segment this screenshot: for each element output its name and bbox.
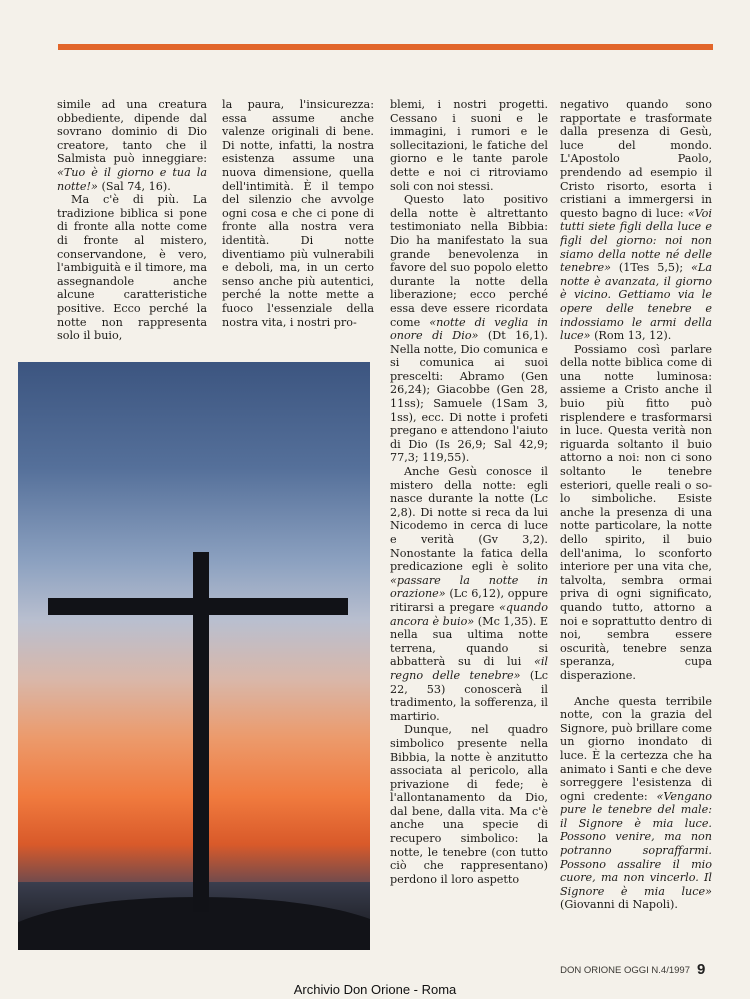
paragraph: la paura, l'insicurezza: essa assume anche valenze originali di bene. Di notte, infatti, la nostra esistenza assume una nuova dimensione, quella dell'intimità. È il tempo del silenzio che avvolge ogni cosa e che ci pone di fronte alla nostra vera identità. Di notte diventiamo più vulnerabili e deboli, ma, in un certo senso anche più autentici, perché la notte mette a fuoco l'essenziale della nostra vita, i nostri pro- <box>222 98 374 329</box>
quotation: «il regno delle tenebre» <box>390 655 548 682</box>
text-column-1 <box>57 98 207 346</box>
sunset-cross-photo <box>18 362 370 950</box>
text-column-2 <box>222 98 374 346</box>
paragraph: Anche questa terribile notte, con la grazia del Signore, può brillare come un giorno inondato di luce. È la certezza che ha animato i Santi e che deve sorreggere l'esistenza di ogni credente: «Vengano pure le tenebre del male: il Signore è mia luce. Possono venire, ma non potranno sopraffarmi. Possono assalire il mio cuore, ma non vincerlo. Il Signore è mia luce» (Giovanni di Napoli). <box>560 694 712 912</box>
page-number: 9 <box>697 961 706 978</box>
paragraph: Ma c'è di più. La tradizione biblica si pone di fronte alla notte come di fronte al mistero, conservandone, è vero, l'ambiguità e il timore, ma assegnandole anche alcune caratteristiche positive. Ecco perché la notte non rappresenta solo il buio, <box>57 193 207 343</box>
paragraph: Possiamo così parlare della notte biblica come di una notte luminosa: assieme a Cristo anche il buio più fitto può risplendere e trasformarsi in luce. Questa verità non riguarda soltanto il buio attorno a noi: non ci sono soltanto le tenebre esteriori, quelle reali o so-lo simboliche. Esiste anche la presenza di una notte particolare, la notte dello spirito, il buio dell'anima, lo sconforto interiore per una vita che, talvolta, sembra ormai priva di ogni significato, quando tutto, attorno a noi e soprattutto dentro di noi, sembra essere oscurità, tenebre senza speranza, cupa disperazione. <box>560 342 712 682</box>
quotation: «notte di veglia in onore di Dio» <box>390 315 548 343</box>
quotation: «passare la notte in orazione» <box>390 573 548 601</box>
quotation: «quando ancora è buio» <box>390 600 548 628</box>
quotation: «Voi tutti siete figli della luce e figli del giorno: noi non siamo della notte né delle tenebre» <box>560 206 712 275</box>
paragraph: blemi, i nostri progetti. Cessano i suoni e le immagini, i rumori e le sollecitazioni, le fatiche del giorno e le tante parole dette e noi ci ritroviamo soli con noi stessi. <box>390 98 548 193</box>
magazine-issue: DON ORIONE OGGI N.4/1997 <box>560 965 690 976</box>
paragraph: Anche Gesù conosce il mistero della notte: egli nasce durante la notte (Lc 2,8). Di notte si reca da lui Nicodemo in cerca di luce e verità (Gv 3,2). Nonostante la fatica della predicazione egli è solito «passare la notte in orazione» (Lc 6,12), oppure ritirarsi a pregare «quando ancora è buio» (Mc 1,35). E nella sua ultima notte terrena, quando si abbatterà su di lui «il regno delle tenebre» (Lc 22, 53) conoscerà il tradimento, la sofferenza, il martirio. <box>390 465 548 723</box>
quotation: «Vengano pure le tenebre del male: il Signore è mia luce. Possono venire, ma non potranno sopraffarmi. Possono assalire il mio cuore, ma non vincerlo. Il Signore è mia luce» <box>560 789 712 898</box>
quotation: «La notte è avanzata, il giorno è vicino. Gettiamo via le opere delle tenebre e indossiamo le armi della luce» <box>560 261 712 343</box>
text-column-3 <box>390 98 548 958</box>
quotation: «Tuo è il giorno e tua la notte!» <box>57 165 207 193</box>
header-accent-bar <box>58 44 713 50</box>
paragraph: simile ad una creatura obbediente, dipende dal sovrano dominio di Dio creatore, tanto che il Salmista può inneggiare: «Tuo è il giorno e tua la notte!» (Sal 74, 16). <box>57 98 207 193</box>
cross-horizontal-beam <box>48 598 348 615</box>
paragraph: Questo lato positivo della notte è altrettanto testimoniato nella Bibbia: Dio ha manifestato la sua grande benevolenza in favore del suo popolo eletto durante la notte della liberazione; ecco perché essa deve essere ricordata come «notte di veglia in onore di Dio» (Dt 16,1). Nella notte, Dio comunica e si comunica ai suoi prescelti: Abramo (Gen 26,24); Giacobbe (Gen 28, 11ss); Samuele (1Sam 3, 1ss), ecc. Di notte i profeti pregano e attendono l'aiuto di Dio (Is 26,9; Sal 42,9; 77,3; 119,55). <box>390 193 548 465</box>
paragraph: negativo quando sono rapportate e trasformate dalla presenza di Gesù, luce del mondo. L'Apostolo Paolo, prendendo ad esempio il Cristo risorto, esorta i cristiani a immergersi in questo bagno di luce: «Voi tutti siete figli della luce e figli del giorno: noi non siamo della notte né delle tenebre» (1Tes 5,5); «La notte è avanzata, il giorno è vicino. Gettiamo via le opere delle tenebre e indossiamo le armi della luce» (Rom 13, 12). <box>560 98 712 343</box>
archive-caption: Archivio Don Orione - Roma <box>293 982 457 997</box>
text-column-4 <box>560 98 712 958</box>
paragraph: Dunque, nel quadro simbolico presente nella Bibbia, la notte è anzitutto associata al pericolo, alla privazione di fede; è l'allontanamento da Dio, dal bene, dalla vita. Ma c'è anche una specie di recupero simbolico: la notte, le tenebre (con tutto ciò che rappresentano) perdono il loro aspetto <box>390 723 548 886</box>
